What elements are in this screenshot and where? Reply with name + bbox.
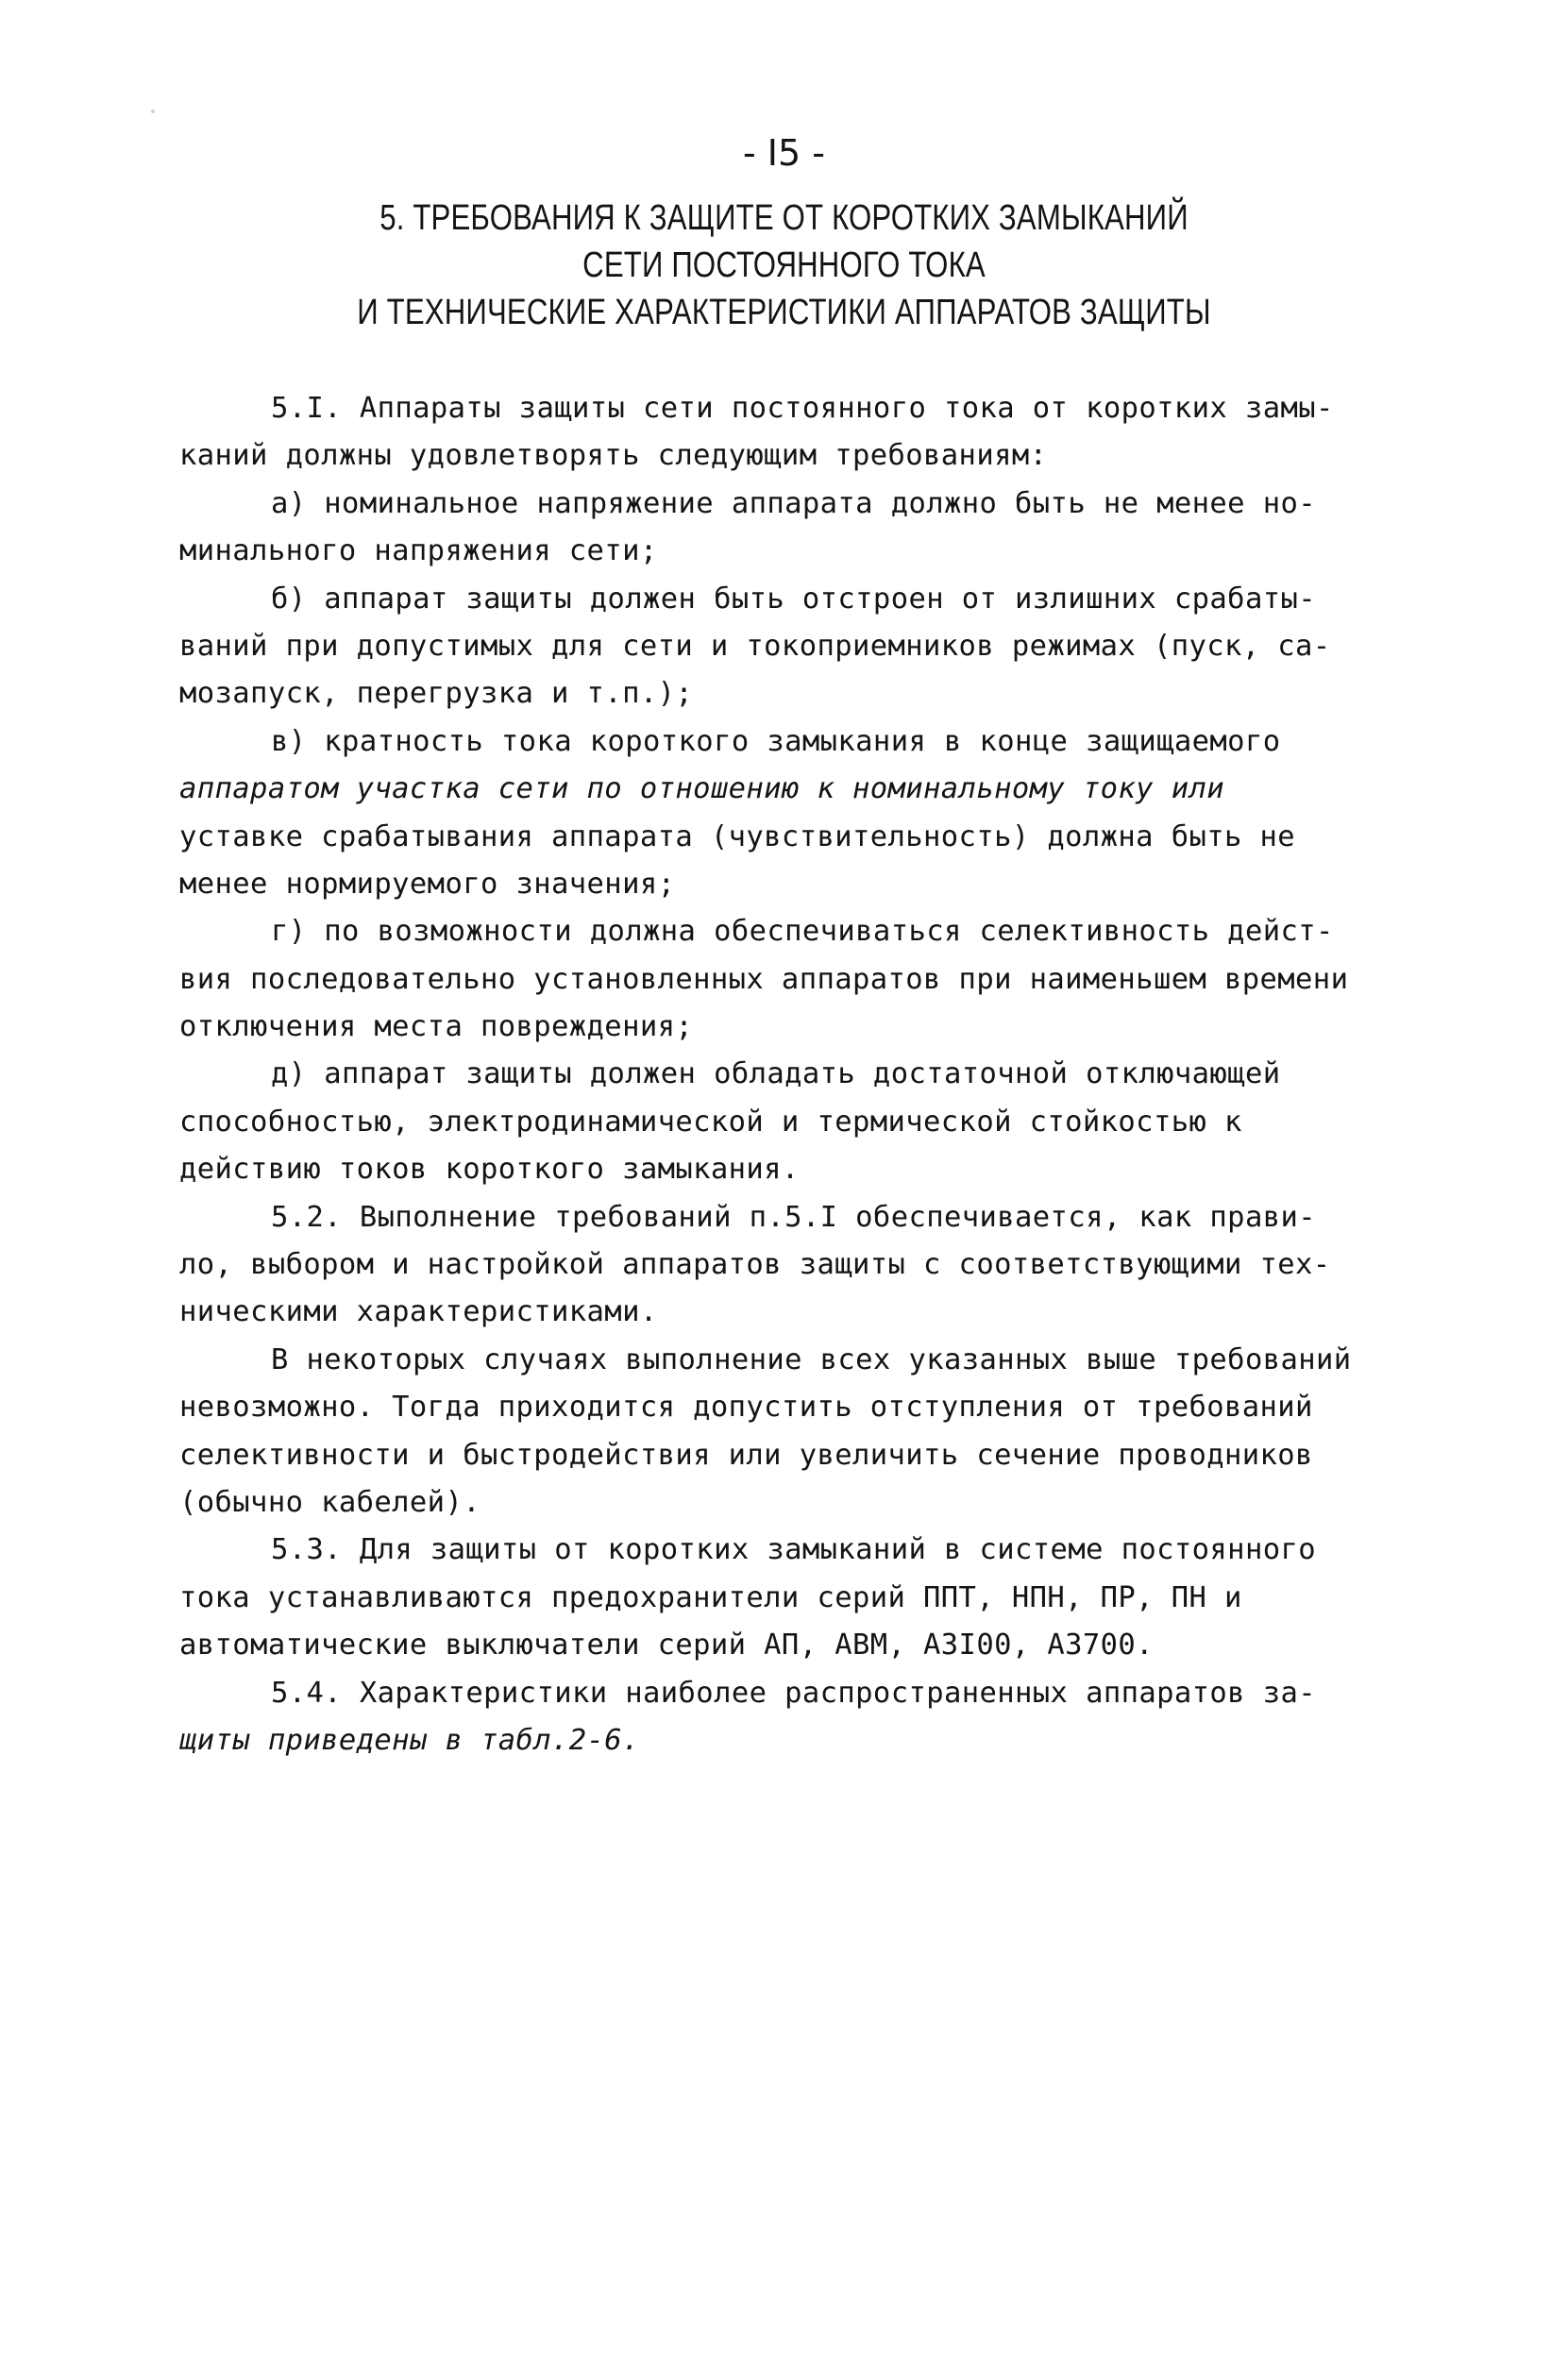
text-line: а) номинальное напряжение аппарата должно быть не менее но- <box>271 486 1316 520</box>
text-line: автоматические выключатели серий АП, АВМ, А3I00, А3700. <box>179 1629 1154 1663</box>
text-line: аппаратом участка сети по отношению к номинальному току или <box>179 772 1224 806</box>
text-line: ваний при допустимых для сети и токоприемников режимах (пуск, са- <box>179 629 1331 663</box>
text-line: каний должны удовлетворять следующим требованиям: <box>179 439 1048 473</box>
text-line: способностью, электродинамической и термической стойкостью к <box>179 1105 1242 1139</box>
text-line: отключения места повреждения; <box>179 1010 694 1044</box>
text-line: В некоторых случаях выполнение всех указанных выше требований <box>271 1342 1352 1376</box>
text-line: минального напряжения сети; <box>179 534 658 568</box>
text-line: вия последовательно установленных аппаратов при наименьшем времени <box>179 962 1349 996</box>
page-number: - I5 - <box>743 132 825 174</box>
text-line: тока устанавливаются предохранители серий ППТ, НПН, ПР, ПН и <box>179 1580 1242 1614</box>
text-line: ническими характеристиками. <box>179 1295 658 1329</box>
text-line: селективности и быстродействия или увеличить сечение проводников <box>179 1438 1313 1472</box>
text-line: (обычно кабелей). <box>179 1485 481 1519</box>
scan-speck <box>151 110 155 113</box>
text-line: б) аппарат защиты должен быть отстроен от излишних срабаты- <box>271 582 1316 616</box>
text-line: ло, выбором и настройкой аппаратов защиты с соответствующими тех- <box>179 1248 1331 1282</box>
section-body <box>179 385 1463 1764</box>
text-line: действию токов короткого замыкания. <box>179 1153 800 1187</box>
heading-line: И ТЕХНИЧЕСКИЕ ХАРАКТЕРИСТИКИ АППАРАТОВ ЗАЩИТЫ <box>357 293 1211 332</box>
text-line: д) аппарат защиты должен обладать достаточной отключающей <box>271 1057 1281 1091</box>
section-heading <box>141 194 1426 336</box>
heading-line: СЕТИ ПОСТОЯННОГО ТОКА <box>582 245 986 285</box>
text-line: уставке срабатывания аппарата (чувствительность) должна быть не <box>179 819 1296 853</box>
heading-line: 5. ТРЕБОВАНИЯ К ЗАЩИТЕ ОТ КОРОТКИХ ЗАМЫКАНИЙ <box>379 198 1189 238</box>
text-line: щиты приведены в табл.2-6. <box>179 1723 640 1757</box>
text-line: 5.3. Для защиты от коротких замыканий в системе постоянного <box>271 1533 1316 1567</box>
text-line: в) кратность тока короткого замыкания в конце защищаемого <box>271 724 1281 758</box>
text-line: 5.I. Аппараты защиты сети постоянного тока от коротких замы- <box>271 392 1334 425</box>
text-line: г) по возможности должна обеспечиваться селективность дейст- <box>271 915 1334 949</box>
text-line: 5.4. Характеристики наиболее распространенных аппаратов за- <box>271 1676 1316 1710</box>
text-line: мозапуск, перегрузка и т.п.); <box>179 677 694 711</box>
text-line: 5.2. Выполнение требований п.5.I обеспечивается, как прави- <box>271 1200 1316 1234</box>
text-line: менее нормируемого значения; <box>179 867 676 901</box>
text-line: невозможно. Тогда приходится допустить отступления от требований <box>179 1391 1313 1425</box>
